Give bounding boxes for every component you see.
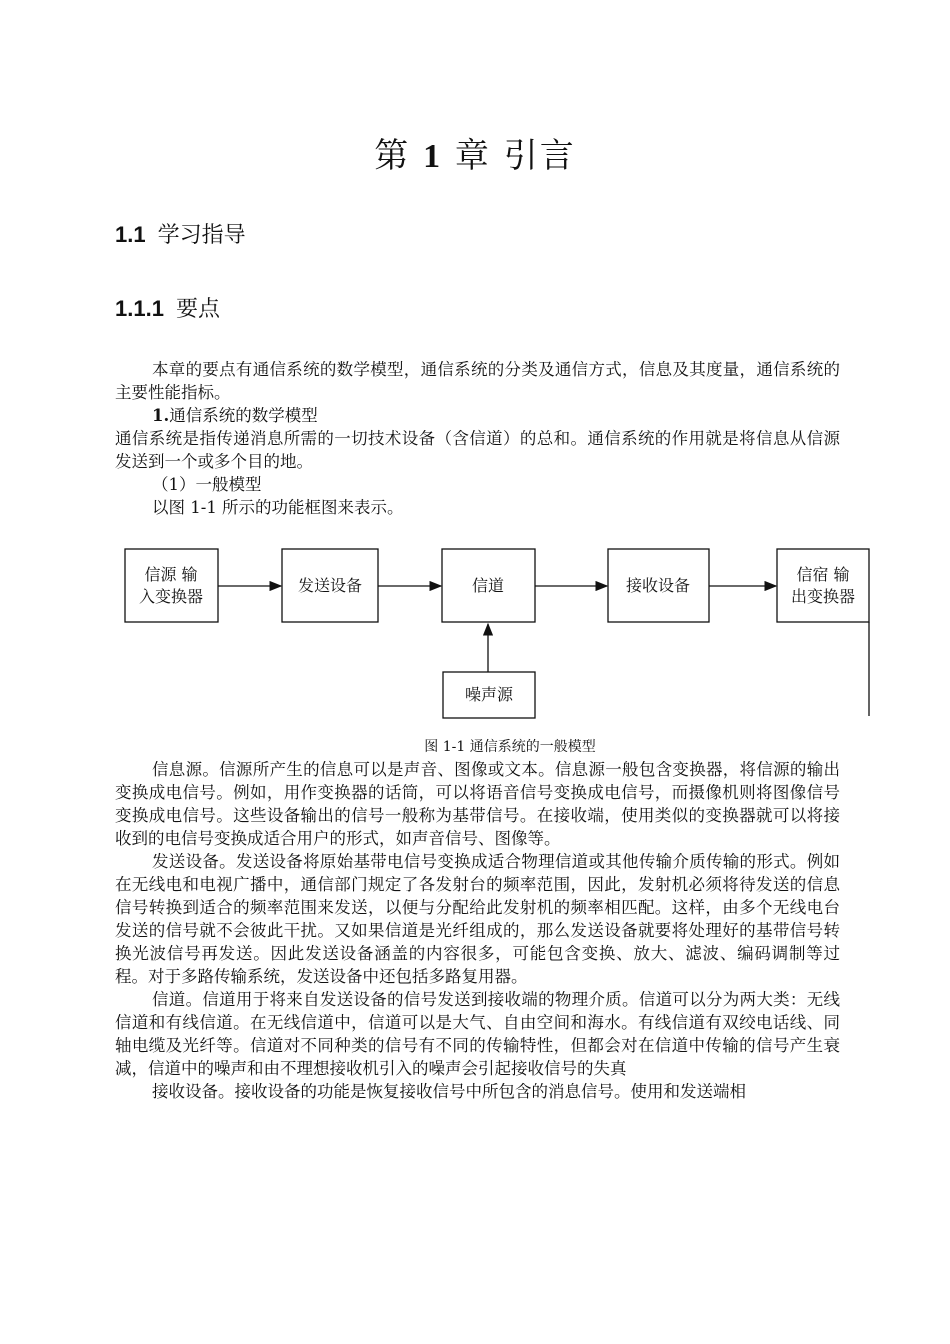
chapter-title bbox=[0, 128, 950, 177]
section-title: 学习指导 bbox=[157, 223, 246, 248]
source-label-1: 信源 输 bbox=[144, 565, 198, 584]
definition-paragraph: 通信系统是指传递消息所需的一切技术设备（含信道）的总和。通信系统的作用就是将信息从信源发送到一个或多个目的地。 bbox=[115, 429, 840, 471]
model-intro: 以图 1-1 所示的功能框图来表示。 bbox=[152, 498, 404, 517]
sink-box bbox=[777, 549, 869, 716]
channel-label: 信道 bbox=[471, 576, 505, 595]
point-number: 1. bbox=[152, 406, 170, 425]
noise-box bbox=[443, 672, 535, 718]
subsection-heading bbox=[115, 292, 220, 323]
sink-label-1: 信宿 输 bbox=[796, 565, 850, 584]
point-title: 通信系统的数学模型 bbox=[169, 406, 318, 425]
intro-paragraph: 本章的要点有通信系统的数学模型，通信系统的分类及通信方式，信息及其度量，通信系统的主要性能指标。 bbox=[115, 360, 840, 402]
figure-caption: 图 1-1 通信系统的一般模型 bbox=[424, 739, 596, 755]
paragraph-receiver: 接收设备。接收设备的功能是恢复接收信号中所包含的消息信号。使用和发送端相 bbox=[152, 1082, 746, 1101]
transmitter-label: 发送设备 bbox=[297, 576, 363, 595]
point-heading bbox=[115, 404, 840, 427]
noise-label: 噪声源 bbox=[464, 685, 514, 704]
section-number: 1.1 bbox=[115, 222, 146, 247]
transmitter-box bbox=[282, 549, 378, 622]
paragraph-channel: 信道。信道用于将来自发送设备的信号发送到接收端的物理介质。信道可以分为两大类：无线信道和有线信道。在无线信道中，信道可以是大气、自由空间和海水。有线信道有双绞电话线、同轴电缆及光纤等。信道对不同种类的信号有不同的传输特性，但都会对在信道中传输的信号产生衰减，信道中的噪声和由不理想接收机引入的噪声会引起接收信号的失真 bbox=[115, 990, 840, 1078]
chapter-prefix: 第 bbox=[374, 136, 411, 176]
subsection-title: 要点 bbox=[175, 297, 220, 322]
section-heading bbox=[115, 218, 246, 249]
source-box bbox=[125, 549, 218, 622]
body-block-intro bbox=[115, 358, 840, 519]
paragraph-transmitter: 发送设备。发送设备将原始基带电信号变换成适合物理信道或其他传输介质传输的形式。例如在无线电和电视广播中，通信部门规定了各发射台的频率范围，因此，发射机必须将待发送的信息信号转换到适合的频率范围来发送，以便与分配给此发射机的频率相匹配。这样，由多个无线电台发送的信号就不会彼此干扰。又如果信道是光纤组成的，那么发送设备就要将处理好的基带信号转换光波信号再发送。因此发送设备涵盖的内容很多，可能包含变换、放大、滤波、编码调制等过程。对于多路传输系统，发送设备中还包括多路复用器。 bbox=[115, 852, 840, 986]
subsection-number: 1.1.1 bbox=[115, 296, 164, 321]
sink-label-2: 出变换器 bbox=[790, 587, 856, 606]
chapter-number: 1 bbox=[423, 138, 443, 175]
chapter-suffix: 章 引言 bbox=[454, 136, 576, 176]
body-block-main bbox=[115, 758, 840, 1103]
receiver-box bbox=[608, 549, 709, 622]
channel-box bbox=[442, 549, 535, 622]
receiver-label: 接收设备 bbox=[625, 576, 691, 595]
source-label-2: 入变换器 bbox=[138, 587, 204, 606]
block-diagram bbox=[110, 540, 880, 720]
model-heading: （1）一般模型 bbox=[152, 475, 262, 494]
paragraph-source: 信息源。信源所产生的信息可以是声音、图像或文本。信息源一般包含变换器，将信源的输出变换成电信号。例如，用作变换器的话筒，可以将语音信号变换成电信号，而摄像机则将图像信号变换成电信号。这些设备输出的信号一般称为基带信号。在接收端，使用类似的变换器就可以将接收到的电信号变换成适合用户的形式，如声音信号、图像等。 bbox=[115, 760, 840, 848]
